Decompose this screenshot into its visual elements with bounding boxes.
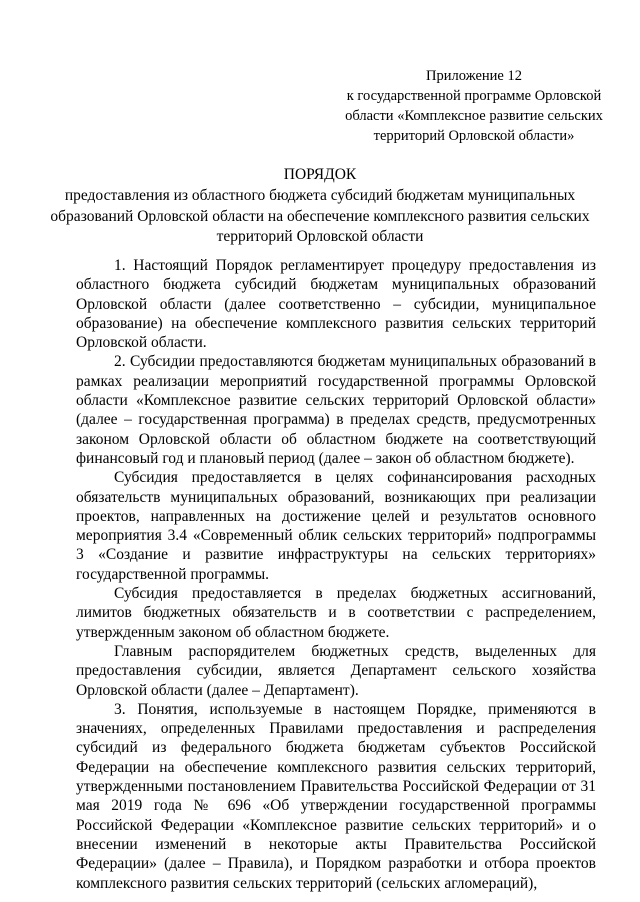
paragraph-1: 1. Настоящий Порядок регламентирует процедуру предоставления из областного бюджета субсидий бюджетам муниципальных образований Орловской области (далее соответственно – субсидии, муниципальное образование) на обеспечение комплексного развития сельских территорий Орловской области. <box>76 257 596 352</box>
paragraph-4: Субсидия предоставляется в пределах бюджетных ассигнований, лимитов бюджетных обязательств и в соответствии с распределением, утвержденным законом об областном бюджете. <box>76 585 596 641</box>
paragraph-5: Главным распорядителем бюджетных средств, выделенных для предоставления субсидии, является Департамент сельского хозяйства Орловской области (далее – Департамент). <box>76 642 596 699</box>
paragraph-6: 3. Понятия, используемые в настоящем Порядке, применяются в значениях, определенных Правилами предоставления и распределения субсидий из федерального бюджета бюджетам субъектов Российской Федерации на обеспечение комплексного развития сельских территорий, утвержденными постановлением Правительства Российской Федерации от 31 мая 2019 года № 696 «Об утверждении государственной программы Российской Федерации «Комплексное развитие сельских территорий» и о внесении изменений в некоторые акты Правительства Российской Федерации» (далее – Правила), и Порядком разработки и отбора проектов комплексного развития сельских территорий (сельских агломераций), <box>76 700 596 892</box>
appendix-header <box>334 66 614 146</box>
paragraph-2: 2. Субсидии предоставляются бюджетам муниципальных образований в рамках реализации мероприятий государственной программы Орловской области «Комплексное развитие сельских территорий Орловской области» (далее – государственная программа) в пределах средств, предусмотренных законом Орловской области об областном бюджете на соответствующий финансовый год и плановый период (далее – закон об областном бюджете). <box>76 353 596 467</box>
paragraph-3: Субсидия предоставляется в целях софинансирования расходных обязательств муниципальных образований, возникающих при реализации проектов, направленных на достижение целей и результатов основного мероприятия 3.4 «Современный облик сельских территорий» подпрограммы 3 «Создание и развитие инфраструктуры на сельских территориях» государственной программы. <box>76 469 596 583</box>
document-subtitle: предоставления из областного бюджета субсидий бюджетам муниципальных образований Орловской области на обеспечение комплексного развития сельских территорий Орловской области <box>50 187 590 245</box>
appendix-number: Приложение 12 <box>426 68 522 84</box>
document-title: ПОРЯДОК <box>283 166 357 183</box>
document-body <box>76 256 596 893</box>
appendix-reference: к государственной программе Орловской области «Комплексное развитие сельских территорий Орловской области» <box>345 88 603 144</box>
